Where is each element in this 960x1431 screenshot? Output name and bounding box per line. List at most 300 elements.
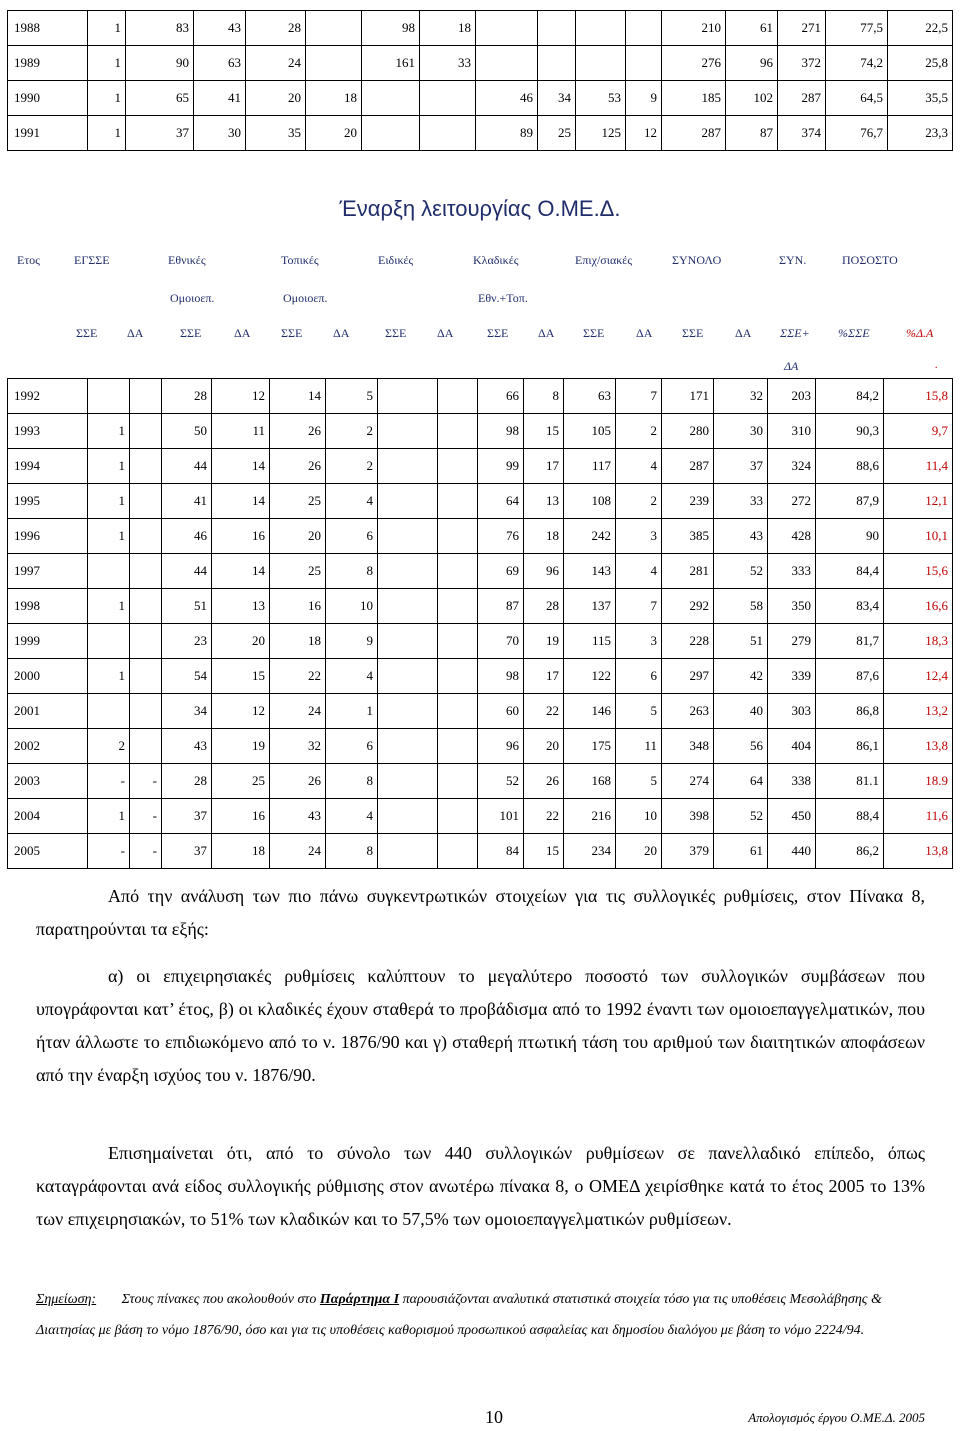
value-cell: 276 [662,46,726,81]
value-cell: 339 [768,659,816,694]
col-head-12: ΔΑ [636,326,653,340]
value-cell: 242 [564,519,616,554]
value-cell: 216 [564,799,616,834]
value-cell: 1 [88,659,130,694]
value-cell: 87,9 [816,484,884,519]
page-number: 10 [485,1407,503,1427]
value-cell: 15 [524,414,564,449]
value-cell: 9 [626,81,662,116]
value-cell: 28 [162,379,212,414]
value-cell: 239 [662,484,714,519]
value-cell: 18 [306,81,362,116]
value-cell: 143 [564,554,616,589]
value-cell: 22 [524,799,564,834]
value-cell: 52 [714,799,768,834]
value-cell: 43 [162,729,212,764]
year-cell: 1993 [8,414,88,449]
value-cell: 263 [662,694,714,729]
value-cell: 10 [326,589,378,624]
value-cell: 12 [626,116,662,151]
top-table-row [8,11,953,46]
subheader-ethn-top: Εθν.+Τοπ. [478,291,528,305]
value-cell [626,11,662,46]
value-cell [362,116,420,151]
value-cell: 84,4 [816,554,884,589]
value-cell: 25 [270,554,326,589]
top-table-row [8,81,953,116]
summary-paragraph: Επισημαίνεται ότι, από το σύνολο των 440 συλλογικών ρυθμίσεων σε πανελλαδικό επίπεδο, όπως καταγράφονται ανά είδος συλλογικής ρύθμισης στον ανωτέρω πίνακα 8, ο ΟΜΕΔ χειρίσθηκε κατά το έτος 2005 το 13% των επιχειρησιακών, το 51% των κλαδικών και το 57,5% των ομοιοεπαγγελματικών ρυθμίσεων. [36,1143,925,1229]
value-cell: 2 [616,484,662,519]
value-cell: 13,8 [884,834,953,869]
value-cell: 4 [326,484,378,519]
value-cell: 1 [326,694,378,729]
main-table-row [8,834,953,869]
note-text-b: παρουσιάζονται αναλυτικά στατιστικά στοιχεία τόσο για τις υποθέσεις Μεσολάβησης & Διαιτησίας με βάση το νόμο 1876/90, όσο και για τις υποθέσεις καθορισμού προσωπικού ασφαλείας και δημοσίου διαλόγου με βάση το νόμο 2224/94. [36,1292,882,1338]
main-table-row [8,449,953,484]
value-cell: 98 [478,414,524,449]
value-cell: 40 [714,694,768,729]
value-cell: 22 [270,659,326,694]
value-cell: 61 [726,11,778,46]
value-cell: 1 [88,116,126,151]
value-cell: 65 [126,81,194,116]
value-cell [88,694,130,729]
year-cell: 1995 [8,484,88,519]
value-cell [438,414,478,449]
value-cell: 20 [212,624,270,659]
value-cell: 16 [270,589,326,624]
value-cell: 18.9 [884,764,953,799]
value-cell: 17 [524,659,564,694]
subheader-omoioep-2: Ομοιοεπ. [283,291,328,305]
header-synolo: ΣΥΝΟΛΟ [672,253,722,267]
value-cell: 428 [768,519,816,554]
value-cell: 374 [778,116,826,151]
col-head-16: %ΣΣΕ [838,326,870,340]
value-cell: 8 [326,554,378,589]
year-cell: 2005 [8,834,88,869]
value-cell [378,624,438,659]
value-cell: 333 [768,554,816,589]
value-cell: 37 [126,116,194,151]
main-data-table [7,378,953,869]
value-cell [378,729,438,764]
value-cell: 4 [326,799,378,834]
value-cell: 8 [326,834,378,869]
value-cell: 13 [524,484,564,519]
value-cell: 440 [768,834,816,869]
main-table-row [8,414,953,449]
value-cell: 5 [616,694,662,729]
value-cell: 210 [662,11,726,46]
section-title: Έναρξη λειτουργίας Ο.ΜΕ.Δ. [339,196,621,221]
main-table-row [8,554,953,589]
value-cell [130,554,162,589]
value-cell: 203 [768,379,816,414]
value-cell: 26 [524,764,564,799]
value-cell: 50 [162,414,212,449]
value-cell: 18,3 [884,624,953,659]
value-cell: 25,8 [888,46,953,81]
value-cell: 297 [662,659,714,694]
value-cell: 61 [714,834,768,869]
value-cell [130,519,162,554]
value-cell: 324 [768,449,816,484]
value-cell: 52 [714,554,768,589]
value-cell: 18 [270,624,326,659]
value-cell [88,554,130,589]
note-text-a: Στους πίνακες που ακολουθούν στο [121,1292,317,1307]
value-cell: 81.1 [816,764,884,799]
value-cell [378,799,438,834]
value-cell: 25 [270,484,326,519]
value-cell: 12 [212,694,270,729]
value-cell: 17 [524,449,564,484]
value-cell: 404 [768,729,816,764]
value-cell: 66 [478,379,524,414]
value-cell: - [88,764,130,799]
value-cell: 272 [768,484,816,519]
value-cell: 1 [88,484,130,519]
value-cell: 51 [714,624,768,659]
value-cell: 105 [564,414,616,449]
value-cell: 1 [88,46,126,81]
value-cell [576,46,626,81]
header-epixeirisiakes: Επιχ/σιακές [575,253,633,267]
value-cell: 11,6 [884,799,953,834]
col-head-8: ΔΑ [437,326,454,340]
value-cell: 56 [714,729,768,764]
value-cell: 7 [616,589,662,624]
year-cell: 1998 [8,589,88,624]
footer-text: Απολογισμός έργου Ο.ΜΕ.Δ. 2005 [748,1410,925,1425]
year-cell: 1994 [8,449,88,484]
value-cell: 88,6 [816,449,884,484]
value-cell: 90,3 [816,414,884,449]
col-head-14: ΔΑ [735,326,752,340]
value-cell: 51 [162,589,212,624]
value-cell: 41 [162,484,212,519]
value-cell [378,554,438,589]
value-cell: 63 [194,46,246,81]
value-cell: 350 [768,589,816,624]
value-cell: 96 [524,554,564,589]
value-cell [476,46,538,81]
value-cell [378,589,438,624]
value-cell [438,694,478,729]
value-cell: 6 [326,519,378,554]
value-cell: 96 [478,729,524,764]
value-cell: 26 [270,764,326,799]
value-cell: 64 [478,484,524,519]
value-cell: 101 [478,799,524,834]
value-cell: 168 [564,764,616,799]
value-cell [306,11,362,46]
value-cell: 11 [212,414,270,449]
subheader-omoioep-1: Ομοιοεπ. [170,291,215,305]
value-cell: 26 [270,449,326,484]
value-cell: 161 [362,46,420,81]
value-cell: 10 [616,799,662,834]
value-cell: 83,4 [816,589,884,624]
value-cell: 34 [538,81,576,116]
value-cell: 37 [162,834,212,869]
value-cell [576,11,626,46]
value-cell: 310 [768,414,816,449]
value-cell: 2 [326,449,378,484]
main-table-row [8,484,953,519]
value-cell: 398 [662,799,714,834]
value-cell [438,834,478,869]
value-cell: 271 [778,11,826,46]
value-cell: 37 [714,449,768,484]
value-cell: 43 [714,519,768,554]
value-cell: - [88,834,130,869]
value-cell: 117 [564,449,616,484]
value-cell: 88,4 [816,799,884,834]
value-cell: 5 [616,764,662,799]
top-table-row [8,116,953,151]
value-cell [438,729,478,764]
main-table-row [8,519,953,554]
value-cell [438,764,478,799]
value-cell [362,81,420,116]
header-eidikes: Ειδικές [378,253,414,267]
note [36,1285,925,1346]
value-cell: 54 [162,659,212,694]
col-head-10: ΔΑ [538,326,555,340]
value-cell: 24 [270,694,326,729]
value-cell [438,624,478,659]
value-cell: 292 [662,589,714,624]
value-cell: 20 [270,519,326,554]
value-cell: 287 [662,449,714,484]
value-cell: 18 [420,11,476,46]
value-cell: 20 [616,834,662,869]
value-cell [130,624,162,659]
value-cell: 63 [564,379,616,414]
year-cell: 2002 [8,729,88,764]
col-head-4: ΔΑ [234,326,251,340]
year-cell: 1992 [8,379,88,414]
value-cell: 14 [212,484,270,519]
header-egsse: ΕΓΣΣΕ [74,253,110,267]
value-cell: 83 [126,11,194,46]
value-cell: 1 [88,519,130,554]
value-cell: 28 [162,764,212,799]
value-cell [438,484,478,519]
value-cell [378,834,438,869]
value-cell: 23 [162,624,212,659]
value-cell: 280 [662,414,714,449]
value-cell: 96 [726,46,778,81]
value-cell: 1 [88,799,130,834]
value-cell [438,799,478,834]
value-cell: 28 [524,589,564,624]
top-table-row [8,46,953,81]
value-cell [378,449,438,484]
value-cell: 64 [714,764,768,799]
value-cell: - [130,764,162,799]
value-cell: 15,8 [884,379,953,414]
value-cell: 19 [212,729,270,764]
header-syn: ΣΥΝ. [779,253,807,267]
value-cell: 9 [326,624,378,659]
value-cell: 34 [162,694,212,729]
value-cell: 43 [194,11,246,46]
value-cell [476,11,538,46]
value-cell: 99 [478,449,524,484]
value-cell: 30 [714,414,768,449]
value-cell [420,116,476,151]
col-head-3: ΣΣΕ [180,326,202,340]
main-table-row [8,589,953,624]
col-head-1: ΣΣΕ [76,326,98,340]
value-cell: 14 [212,449,270,484]
value-cell [538,46,576,81]
header-pososto: ΠΟΣΟΣΤΟ [842,253,898,267]
value-cell: 87,6 [816,659,884,694]
main-table-row [8,764,953,799]
value-cell: 11 [616,729,662,764]
value-cell [378,694,438,729]
value-cell: 287 [778,81,826,116]
value-cell: 125 [576,116,626,151]
value-cell: 2 [326,414,378,449]
value-cell: 10,1 [884,519,953,554]
col-head-17: %Δ.Α [906,326,934,340]
value-cell [130,659,162,694]
year-cell: 1999 [8,624,88,659]
value-cell: - [130,799,162,834]
value-cell: 33 [420,46,476,81]
note-label: Σημείωση: [36,1292,97,1307]
value-cell: 4 [616,449,662,484]
value-cell: 379 [662,834,714,869]
value-cell: 24 [246,46,306,81]
value-cell: 32 [270,729,326,764]
value-cell [378,659,438,694]
value-cell: 35 [246,116,306,151]
value-cell: 90 [126,46,194,81]
value-cell: 20 [246,81,306,116]
col-head-6: ΔΑ [333,326,350,340]
year-cell: 1989 [8,46,88,81]
value-cell: 89 [476,116,538,151]
value-cell: 98 [478,659,524,694]
value-cell [438,449,478,484]
value-cell: 77,5 [826,11,888,46]
value-cell: 86,8 [816,694,884,729]
value-cell [130,729,162,764]
value-cell: 1 [88,589,130,624]
value-cell: 175 [564,729,616,764]
value-cell [130,694,162,729]
value-cell: 9,7 [884,414,953,449]
value-cell [130,484,162,519]
year-cell: 2001 [8,694,88,729]
header-topikes: Τοπικές [281,253,319,267]
value-cell: 41 [194,81,246,116]
value-cell: 46 [162,519,212,554]
value-cell: 84 [478,834,524,869]
value-cell: 7 [616,379,662,414]
value-cell: 15 [524,834,564,869]
value-cell: 16 [212,519,270,554]
value-cell: 44 [162,449,212,484]
value-cell: 23,3 [888,116,953,151]
value-cell: 84,2 [816,379,884,414]
value-cell: 25 [212,764,270,799]
value-cell: 87 [478,589,524,624]
value-cell [378,519,438,554]
value-cell: 16,6 [884,589,953,624]
value-cell: 35,5 [888,81,953,116]
year-cell: 1997 [8,554,88,589]
analysis-paragraph: Από την ανάλυση των πιο πάνω συγκεντρωτικών στοιχείων για τις συλλογικές ρυθμίσεις, στον Πίνακα 8, παρατηρούνται τα εξής: [36,886,925,939]
value-cell: 6 [616,659,662,694]
col-head-7: ΣΣΕ [385,326,407,340]
value-cell [88,624,130,659]
value-cell: 348 [662,729,714,764]
value-cell: 25 [538,116,576,151]
value-cell: 12,1 [884,484,953,519]
value-cell [306,46,362,81]
value-cell: 137 [564,589,616,624]
value-cell: - [130,834,162,869]
value-cell [438,379,478,414]
value-cell: 15,6 [884,554,953,589]
value-cell: 14 [212,554,270,589]
value-cell: 171 [662,379,714,414]
value-cell: 287 [662,116,726,151]
main-table-row [8,659,953,694]
findings-paragraph: α) οι επιχειρησιακές ρυθμίσεις καλύπτουν το μεγαλύτερο ποσοστό των συλλογικών συμβάσεων που υπογράφονται κατ’ έτος, β) οι κλαδικές έχουν σταθερά το προβάδισμα από το 1992 έναντι των ομοιοεπαγγελματικών, που ήταν άλλωστε το επιδιωκόμενο από το ν. 1876/90 και γ) σταθερή πτωτική τάση του αριθμού των διαιτητικών αποφάσεων από την έναρξη ισχύος του ν. 1876/90. [36,966,925,1085]
value-cell: 4 [326,659,378,694]
value-cell [378,764,438,799]
value-cell: 2 [616,414,662,449]
value-cell: 44 [162,554,212,589]
value-cell: 6 [326,729,378,764]
value-cell: 338 [768,764,816,799]
value-cell: 1 [88,11,126,46]
year-cell: 2000 [8,659,88,694]
value-cell: 234 [564,834,616,869]
note-appendix-link[interactable]: Παράρτημα Ι [319,1292,400,1307]
col-head-15: ΣΣΕ+ [780,326,810,340]
main-table-row [8,729,953,764]
value-cell [438,659,478,694]
value-cell: 8 [326,764,378,799]
value-cell: 372 [778,46,826,81]
value-cell: 3 [616,624,662,659]
value-cell: 28 [246,11,306,46]
value-cell [438,554,478,589]
col-head-5: ΣΣΕ [281,326,303,340]
value-cell: 279 [768,624,816,659]
header-kladikes: Κλαδικές [473,253,519,267]
value-cell: 64,5 [826,81,888,116]
year-cell: 1996 [8,519,88,554]
value-cell: 70 [478,624,524,659]
value-cell: 74,2 [826,46,888,81]
value-cell: 1 [88,414,130,449]
value-cell: 22,5 [888,11,953,46]
value-cell: 13 [212,589,270,624]
value-cell: 58 [714,589,768,624]
value-cell [130,379,162,414]
header-etos: Ετος [17,253,40,267]
